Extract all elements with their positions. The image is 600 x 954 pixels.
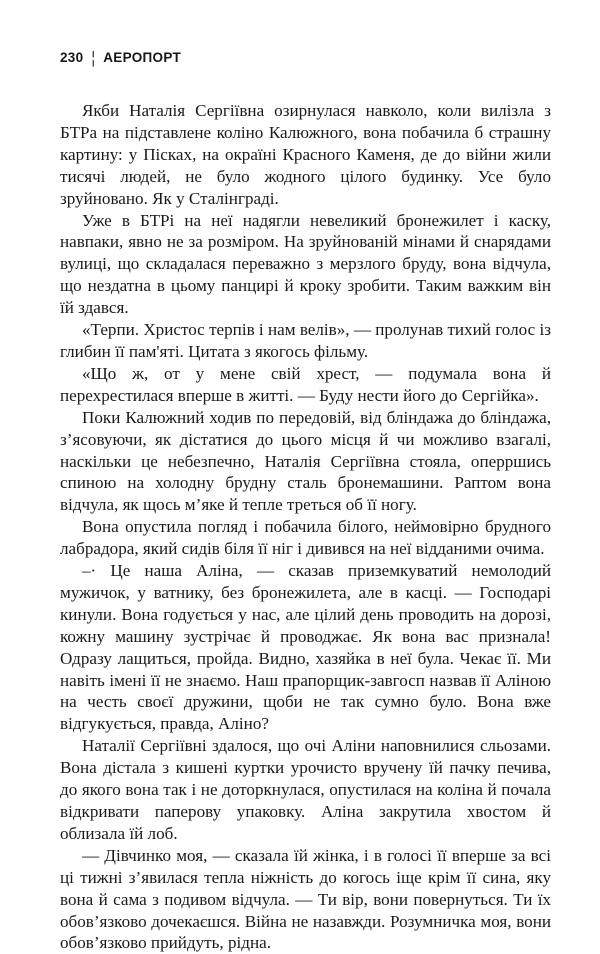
paragraph: –· Це наша Аліна, — сказав приземкуватий немолодий мужичок, у ватнику, без бронежилета, але в касці. — Господарі кинули. Вона годується у нас, але цілий день проводить на дорозі, кожну машину зустрічає й проводжає. Як вона вас признала! Одразу лащиться, пройда. Видно, хазяйка в неї була. Чекає її. Ми навіть імені її не знаємо. Наш прапорщик-завгосп назвав її Аліною на честь своєї дружини, щоби не так сумно було. Вона вже відгукується, правда, Аліно?: [60, 561, 551, 734]
running-header: [60, 47, 181, 67]
running-title: АЕРОПОРТ: [103, 49, 182, 65]
paragraph: Наталії Сергіївні здалося, що очі Аліни наповнилися сльозами. Вона дістала з кишені куртки урочисто вручену їй пачку печива, до якого вона так і не доторкнулася, опустилася на коліна й почала відкривати паперову упаковку. Аліна закрутила хвостом й облизала їй лоб.: [60, 736, 551, 843]
paragraph: Поки Калюжний ходив по передовій, від бліндажа до бліндажа, з’ясовуючи, як дістатися до цього місця й чи можливо взагалі, наскільки це небезпечно, Наталія Сергіївна стояла, оперршись спиною на холодну брудну сталь бронемашини. Раптом вона відчула, як щось м’яке й тепле треться об її ногу.: [60, 407, 551, 515]
paragraph: Якби Наталія Сергіївна озирнулася навколо, коли вилізла з БТРа на підставлене коліно Калюжного, вона побачила б страшну картину: у Пісках, на окраїні Красного Каменя, де до війни жили тисячі людей, не було жодного цілого будинку. Усе було зруйновано. Як у Сталінграді.: [60, 101, 551, 208]
paragraph: — Дівчинко моя, — сказала їй жінка, і в голосі її вперше за всі ці тижні з’явилася тепла ніжність до когось іще крім її сина, яку вона й сама з подивом відчула. — Ти віp, вони повернуться. Ти їх обов’язково дочекаєшся. Війна не назавжди. Розумничка моя, вони обов’язково прийдуть, рідна.: [60, 845, 551, 953]
paragraph: «Що ж, от у мене свій хрест, — подумала вона й перехрестилася вперше в житті. — Буду нести його до Сергійка».: [60, 363, 551, 405]
header-separator: ¦: [91, 48, 96, 66]
paragraph: Вона опустила погляд і побачила білого, неймовірно брудного лабрадора, який сидів біля її ніг і дивився на неї відданими очима.: [60, 517, 551, 559]
paragraph: «Терпи. Христос терпів і нам велів», — пролунав тихий голос із глибин її пам'яті. Цитата з якогось фільму.: [60, 320, 551, 361]
paragraph: Уже в БТРі на неї надягли невеликий бронежилет і каску, навпаки, явно не за розміром. На зруйнованій мінами й снарядами вулиці, що складалася переважно з мерзлого бруду, вона відчула, що нездатна в цьому панцирі й кроку зробити. Таким важким він їй здався.: [60, 210, 551, 318]
body-text: [60, 100, 551, 954]
page-number: 230: [60, 49, 84, 65]
